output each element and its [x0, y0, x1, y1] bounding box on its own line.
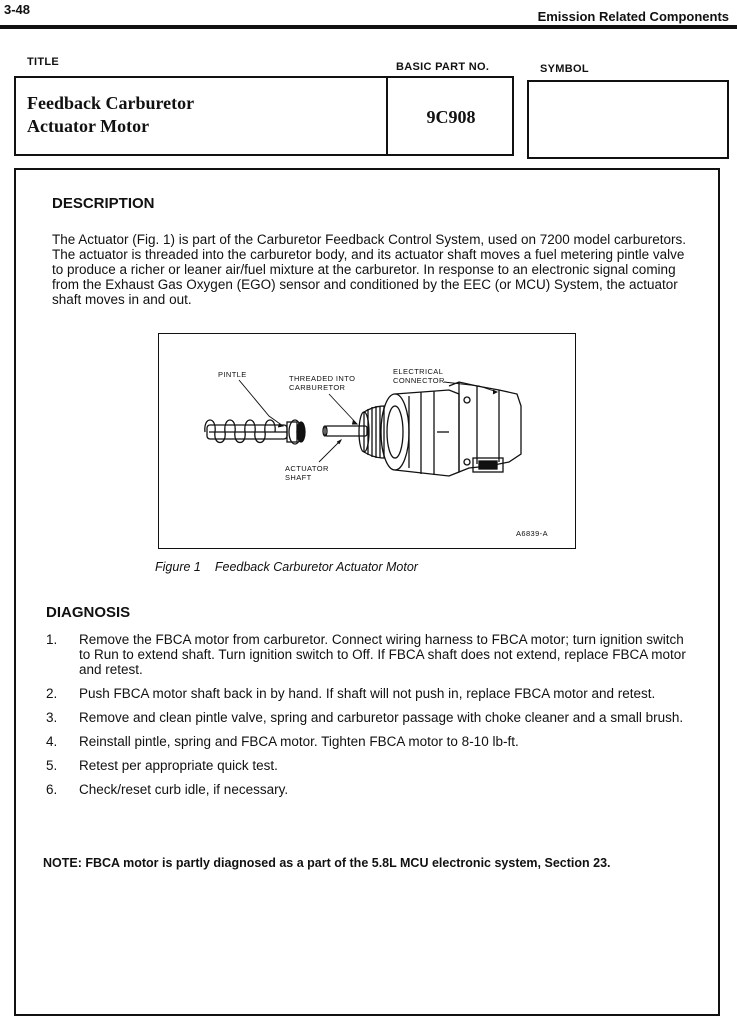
figure-caption-text: Feedback Carburetor Actuator Motor — [214, 560, 418, 574]
actuator-shaft — [323, 426, 367, 436]
step-text: Remove and clean pintle valve, spring and carburetor passage with choke cleaner and a small brush. — [79, 710, 684, 725]
page-number: 3-48 — [4, 2, 31, 17]
callout-actuator-line-2: SHAFT — [285, 473, 312, 482]
section-title: Emission Related Components — [537, 9, 729, 24]
callout-threaded-line-2: CARBURETOR — [289, 383, 346, 392]
step-text: Check/reset curb idle, if necessary. — [79, 782, 289, 797]
callout-electrical-line-1: ELECTRICAL — [393, 367, 444, 376]
diagnosis-step — [46, 782, 686, 797]
step-text: Retest per appropriate quick test. — [79, 758, 278, 773]
title-label: TITLE — [27, 56, 60, 68]
part-no-label: BASIC PART NO. — [396, 61, 490, 73]
pintle-spring — [205, 420, 287, 443]
step-text: Push FBCA motor shaft back in by hand. If shaft will not push in, replace FBCA motor and retest. — [79, 686, 656, 701]
figure-number: Figure 1 — [155, 560, 201, 574]
symbol-label: SYMBOL — [540, 63, 589, 75]
motor-housing — [381, 390, 459, 476]
description-heading: DESCRIPTION — [52, 195, 155, 212]
diagnosis-note: NOTE: FBCA motor is partly diagnosed as a part of the 5.8L MCU electronic system, Section 23. — [43, 856, 611, 870]
diagnosis-step — [46, 710, 686, 725]
title-line-2: Actuator Motor — [27, 116, 150, 136]
step-number: 2. — [46, 686, 58, 701]
callout-electrical — [393, 367, 445, 385]
diagnosis-steps — [46, 632, 686, 806]
diagnosis-heading: DIAGNOSIS — [46, 604, 131, 621]
step-number: 1. — [46, 632, 58, 647]
symbol-box — [527, 80, 729, 159]
electrical-connector-housing — [437, 382, 521, 472]
component-title — [27, 92, 194, 138]
callout-electrical-line-2: CONNECTOR — [393, 376, 445, 385]
actuator-motor-illustration — [159, 334, 574, 547]
title-line-1: Feedback Carburetor — [27, 93, 195, 113]
header-rule — [0, 25, 737, 29]
pintle-head — [287, 420, 305, 444]
figure-code: A6839-A — [516, 529, 548, 538]
step-number: 5. — [46, 758, 58, 773]
step-text: Remove the FBCA motor from carburetor. Connect wiring harness to FBCA motor; turn ignition switch to Run to extend shaft. Turn ignition switch to Off. If FBCA shaft does not extend, replace FBCA motor and retest. — [79, 632, 686, 677]
step-number: 3. — [46, 710, 58, 725]
basic-part-number: 9C908 — [426, 107, 476, 127]
diagnosis-step — [46, 734, 686, 749]
threaded-body — [359, 406, 384, 458]
description-text: The Actuator (Fig. 1) is part of the Carburetor Feedback Control System, used on 7200 model carburetors. The actuator is threaded into the carburetor body, and its actuator shaft moves a fuel metering pintle valve to produce a richer or leaner air/fuel mixture at the carburetor. In response to an electronic signal coming from the Exhaust Gas Oxygen (EGO) sensor and conditioned by the EEC (or MCU) System, the actuator shaft moves in and out. — [52, 232, 687, 307]
callout-threaded — [289, 374, 355, 392]
diagnosis-step — [46, 686, 686, 701]
diagnosis-step — [46, 632, 686, 677]
diagnosis-step — [46, 758, 686, 773]
step-text: Reinstall pintle, spring and FBCA motor. Tighten FBCA motor to 8-10 lb-ft. — [79, 734, 519, 749]
callout-actuator-line-1: ACTUATOR — [285, 464, 329, 473]
step-number: 6. — [46, 782, 58, 797]
callout-threaded-line-1: THREADED INTO — [289, 374, 356, 383]
step-number: 4. — [46, 734, 58, 749]
callout-actuator-shaft — [285, 464, 329, 482]
callout-pintle: PINTLE — [218, 370, 247, 379]
figure-1 — [158, 333, 576, 549]
figure-caption — [155, 560, 432, 574]
